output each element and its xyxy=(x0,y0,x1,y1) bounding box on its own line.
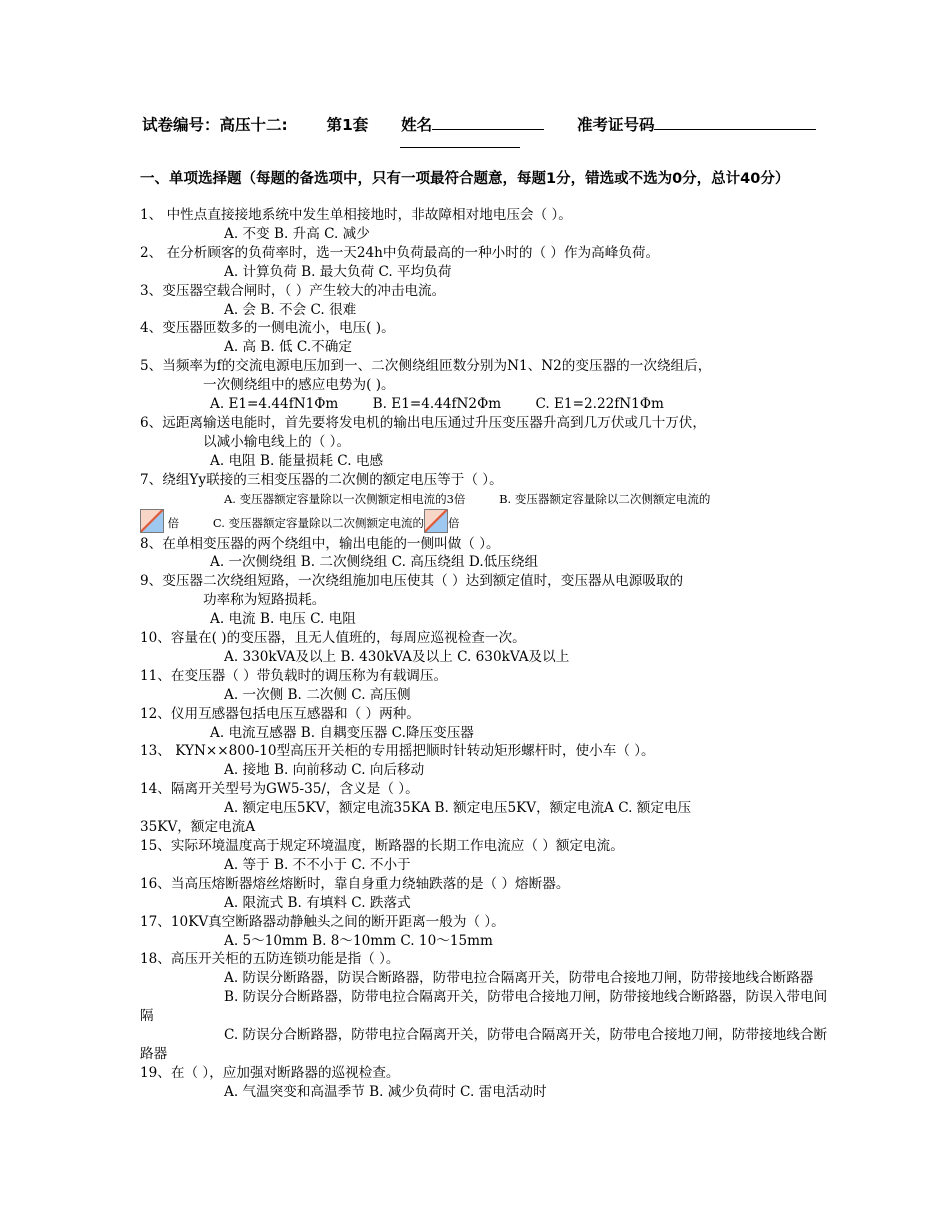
q5-option-b: B. E1=4.44fN2Φm xyxy=(372,396,502,413)
q3-text: 3、变压器空载合闸时，（ ）产生较大的冲击电流。 xyxy=(140,282,446,299)
q5-options xyxy=(140,395,830,414)
q5-option-c: C. E1=2.22fN1Φm xyxy=(535,396,664,413)
q16-text: 16、当高压熔断器熔丝熔断时，靠自身重力绕轴跌落的是（ ）熔断器。 xyxy=(140,875,570,892)
q13-text: 13、 KYN××800-10型高压开关柜的专用摇把顺时针转动矩形螺杆时，使小车（ ）。 xyxy=(140,743,655,760)
ticket-label: 准考证号码 xyxy=(576,116,655,134)
q1-text: 1、 中性点直接接地系统中发生单相接地时，非故障相对地电压会（ ）。 xyxy=(140,207,572,223)
q9-text-line1: 9、变压器二次绕组短路，一次绕组施加电压使其（ ）达到额定值时，变压器从电源吸取的 xyxy=(140,573,684,590)
q16-options: A. 限流式 B. 有填料 C. 跌落式 xyxy=(224,894,411,911)
q13-options: A. 接地 B. 向前移动 C. 向后移动 xyxy=(224,762,425,779)
q7-options-line2 xyxy=(140,509,830,535)
exam-header xyxy=(142,113,816,135)
q2-text: 2、 在分析顾客的负荷率时，选一天24h中负荷最高的一种小时的（ ）作为高峰负荷。 xyxy=(140,244,660,261)
q14-text: 14、隔离开关型号为GW5-35/，含义是（ ）。 xyxy=(140,781,419,798)
name-blank[interactable] xyxy=(432,115,544,130)
q7-bei-1: 倍 xyxy=(167,515,180,530)
set-number: 第1套 xyxy=(326,116,369,134)
q6-options: A. 电阻 B. 能量损耗 C. 电感 xyxy=(210,452,384,469)
q10-text: 10、容量在( )的变压器，且无人值班的，每周应巡视检查一次。 xyxy=(140,630,526,647)
q6-text-line2: 以减小输电线上的（ ）。 xyxy=(203,433,351,450)
ticket-blank-continued xyxy=(400,147,520,148)
q5-text-line1: 5、当频率为f的交流电源电压加到一、二次侧绕组匝数分别为N1、N2的变压器的一次绕组后， xyxy=(140,358,712,375)
q10-options: A. 330kVA及以上 B. 430kVA及以上 C. 630kVA及以上 xyxy=(224,648,570,665)
q3-options: A. 会 B. 不会 C. 很难 xyxy=(224,301,357,318)
q2-options: A. 计算负荷 B. 最大负荷 C. 平均负荷 xyxy=(224,263,452,280)
section-title: 一、单项选择题（每题的备选项中，只有一项最符合题意，每题1分，错选或不选为0分，总计40分） xyxy=(140,171,790,187)
formula-image-icon xyxy=(140,509,164,533)
q11-text: 11、在变压器（ ）带负载时的调压称为有载调压。 xyxy=(140,667,448,684)
q17-options: A. 5～10mm B. 8～10mm C. 10～15mm xyxy=(224,932,493,949)
q18-option-c: C. 防误分合断路器，防带电拉合隔离开关，防带电合隔离开关，防带电合接地刀闸，防带接地线合断路器 xyxy=(140,1027,828,1062)
q7-options-line1 xyxy=(140,490,830,509)
q18-text: 18、高压开关柜的五防连锁功能是指（ ）。 xyxy=(140,951,400,968)
q17-text: 17、10KV真空断路器动静触头之间的断开距离一般为（ ）。 xyxy=(140,913,505,930)
q8-text: 8、在单相变压器的两个绕组中，输出电能的一侧叫做（ ）。 xyxy=(140,535,500,552)
q1-options: A. 不变 B. 升高 C. 减少 xyxy=(224,225,370,242)
q4-options: A. 高 B. 低 C.不确定 xyxy=(224,339,352,356)
q18-option-b: B. 防误分合断路器，防带电拉合隔离开关，防带电合接地刀闸，防带接地线合断路器，防误入带电间隔 xyxy=(140,989,828,1025)
q9-text-line2: 功率称为短路损耗。 xyxy=(203,592,326,609)
q7-bei-2: 倍 xyxy=(448,515,460,530)
q14-options-line2: 35KV，额定电流A xyxy=(140,819,256,836)
q15-options: A. 等于 B. 不不小于 C. 不小于 xyxy=(224,856,411,873)
q12-text: 12、仪用互感器包括电压互感器和（ ）两种。 xyxy=(140,705,420,722)
q7-option-c: C. 变压器额定容量除以二次侧额定电流的 xyxy=(212,515,425,530)
q4-text: 4、变压器匝数多的一侧电流小，电压( )。 xyxy=(140,320,395,337)
name-label: 姓名 xyxy=(401,116,433,134)
q14-options-line1: A. 额定电压5KV，额定电流35KA B. 额定电压5KV，额定电流A C. 额定电压 xyxy=(224,800,692,817)
q18-option-a: A. 防误分断路器，防误合断路器，防带电拉合隔离开关，防带电合接地刀闸，防带接地线合断路器 xyxy=(224,970,814,987)
q11-options: A. 一次侧 B. 二次侧 C. 高压侧 xyxy=(224,686,411,703)
q19-text: 19、在（ ），应加强对断路器的巡视检查。 xyxy=(140,1064,400,1081)
q19-options: A. 气温突变和高温季节 B. 减少负荷时 C. 雷电活动时 xyxy=(224,1083,547,1100)
q7-option-b: B. 变压器额定容量除以二次侧额定电流的 xyxy=(499,491,711,506)
formula-image-icon xyxy=(424,509,448,533)
q6-text-line1: 6、远距离输送电能时，首先要将发电机的输出电压通过升压变压器升高到几万伏或几十万伏， xyxy=(140,414,706,431)
q7-option-a: A. 变压器额定容量除以一次侧额定相电流的3倍 xyxy=(224,491,466,506)
ticket-blank[interactable] xyxy=(654,115,816,130)
q12-options: A. 电流互感器 B. 自耦变压器 C.降压变压器 xyxy=(210,724,474,741)
q5-option-a: A. E1=4.44fN1Φm xyxy=(210,396,339,413)
q15-text: 15、实际环境温度高于规定环境温度，断路器的长期工作电流应（ ）额定电流。 xyxy=(140,838,624,854)
exam-number: 试卷编号：高压十二: xyxy=(142,116,288,134)
q9-options: A. 电流 B. 电压 C. 电阻 xyxy=(210,611,356,628)
q8-options: A. 一次侧绕组 B. 二次侧绕组 C. 高压绕组 D.低压绕组 xyxy=(210,554,539,571)
q7-text: 7、绕组Yy联接的三相变压器的二次侧的额定电压等于（ ）。 xyxy=(140,471,503,488)
q5-text-line2: 一次侧绕组中的感应电势为( )。 xyxy=(203,377,395,394)
questions xyxy=(140,206,830,1102)
